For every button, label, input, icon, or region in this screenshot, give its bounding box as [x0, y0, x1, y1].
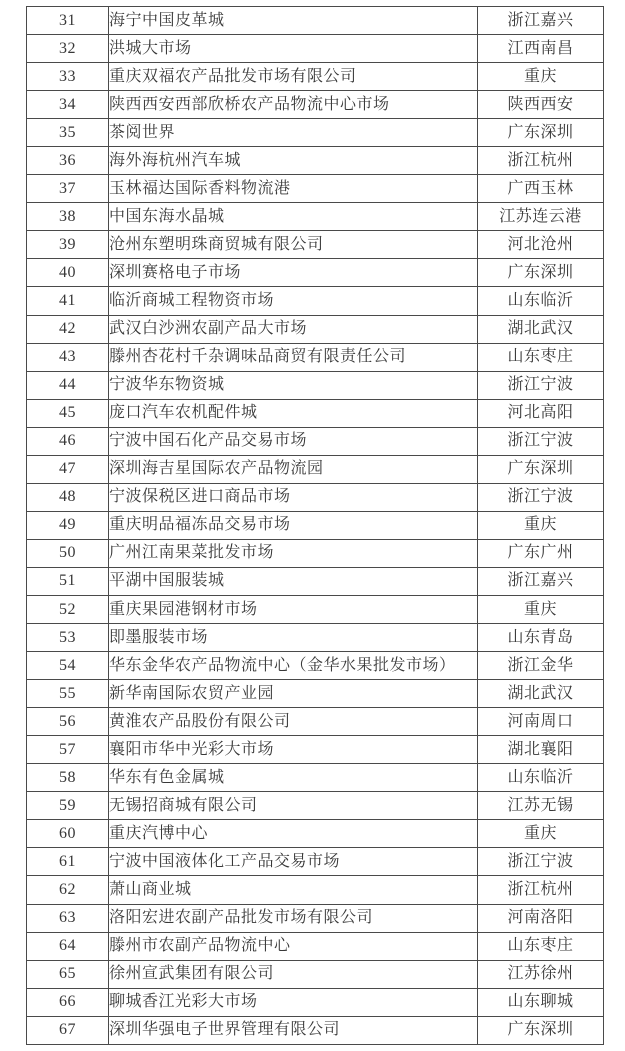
market-name-cell: 华东金华农产品物流中心（金华水果批发市场） — [109, 652, 478, 680]
market-name-cell: 萧山商业城 — [109, 876, 478, 904]
location-cell: 山东青岛 — [478, 624, 604, 652]
rank-cell: 51 — [27, 567, 109, 595]
market-name-cell: 重庆明品福冻品交易市场 — [109, 511, 478, 539]
market-name-cell: 庞口汽车农机配件城 — [109, 399, 478, 427]
rank-cell: 67 — [27, 1016, 109, 1044]
location-cell: 河南周口 — [478, 708, 604, 736]
table-row — [27, 343, 604, 371]
location-cell: 广西玉林 — [478, 175, 604, 203]
market-name-cell: 宁波保税区进口商品市场 — [109, 483, 478, 511]
market-name-cell: 宁波中国液体化工产品交易市场 — [109, 848, 478, 876]
location-cell: 浙江宁波 — [478, 371, 604, 399]
rank-cell: 32 — [27, 35, 109, 63]
location-cell: 广东深圳 — [478, 1016, 604, 1044]
market-name-cell: 黄淮农产品股份有限公司 — [109, 708, 478, 736]
market-name-cell: 华东有色金属城 — [109, 764, 478, 792]
rank-cell: 56 — [27, 708, 109, 736]
table-row — [27, 7, 604, 35]
table-row — [27, 932, 604, 960]
rank-cell: 43 — [27, 343, 109, 371]
table-row — [27, 315, 604, 343]
location-cell: 陕西西安 — [478, 91, 604, 119]
table-row — [27, 511, 604, 539]
rank-cell: 50 — [27, 539, 109, 567]
rank-cell: 41 — [27, 287, 109, 315]
location-cell: 重庆 — [478, 63, 604, 91]
rank-cell: 59 — [27, 792, 109, 820]
table-row — [27, 567, 604, 595]
location-cell: 江苏连云港 — [478, 203, 604, 231]
table-row — [27, 736, 604, 764]
table-row — [27, 203, 604, 231]
table-row — [27, 1016, 604, 1044]
rank-cell: 34 — [27, 91, 109, 119]
rank-cell: 39 — [27, 231, 109, 259]
table-row — [27, 231, 604, 259]
market-name-cell: 聊城香江光彩大市场 — [109, 988, 478, 1016]
rank-cell: 44 — [27, 371, 109, 399]
table-row — [27, 427, 604, 455]
market-name-cell: 海外海杭州汽车城 — [109, 147, 478, 175]
location-cell: 江苏徐州 — [478, 960, 604, 988]
rank-cell: 40 — [27, 259, 109, 287]
rank-cell: 58 — [27, 764, 109, 792]
table-row — [27, 988, 604, 1016]
table-row — [27, 624, 604, 652]
market-ranking-table — [26, 6, 604, 1045]
market-name-cell: 宁波中国石化产品交易市场 — [109, 427, 478, 455]
market-name-cell: 中国东海水晶城 — [109, 203, 478, 231]
location-cell: 河南洛阳 — [478, 904, 604, 932]
table-row — [27, 708, 604, 736]
table-row — [27, 876, 604, 904]
rank-cell: 46 — [27, 427, 109, 455]
market-name-cell: 重庆双福农产品批发市场有限公司 — [109, 63, 478, 91]
rank-cell: 62 — [27, 876, 109, 904]
market-name-cell: 茶阅世界 — [109, 119, 478, 147]
market-name-cell: 玉林福达国际香料物流港 — [109, 175, 478, 203]
table-row — [27, 820, 604, 848]
location-cell: 广东深圳 — [478, 259, 604, 287]
table-row — [27, 960, 604, 988]
location-cell: 重庆 — [478, 595, 604, 623]
table-row — [27, 539, 604, 567]
rank-cell: 48 — [27, 483, 109, 511]
location-cell: 广东深圳 — [478, 119, 604, 147]
rank-cell: 52 — [27, 595, 109, 623]
market-name-cell: 重庆汽博中心 — [109, 820, 478, 848]
table-row — [27, 35, 604, 63]
rank-cell: 31 — [27, 7, 109, 35]
location-cell: 山东枣庄 — [478, 932, 604, 960]
market-name-cell: 深圳赛格电子市场 — [109, 259, 478, 287]
location-cell: 山东聊城 — [478, 988, 604, 1016]
location-cell: 浙江宁波 — [478, 427, 604, 455]
market-name-cell: 陕西西安西部欣桥农产品物流中心市场 — [109, 91, 478, 119]
location-cell: 广东广州 — [478, 539, 604, 567]
table-row — [27, 399, 604, 427]
market-name-cell: 徐州宣武集团有限公司 — [109, 960, 478, 988]
market-name-cell: 广州江南果菜批发市场 — [109, 539, 478, 567]
market-name-cell: 武汉白沙洲农副产品大市场 — [109, 315, 478, 343]
table-row — [27, 175, 604, 203]
location-cell: 湖北襄阳 — [478, 736, 604, 764]
table-row — [27, 792, 604, 820]
table-row — [27, 119, 604, 147]
rank-cell: 42 — [27, 315, 109, 343]
rank-cell: 49 — [27, 511, 109, 539]
table-row — [27, 147, 604, 175]
table-row — [27, 595, 604, 623]
location-cell: 浙江宁波 — [478, 848, 604, 876]
market-name-cell: 临沂商城工程物资市场 — [109, 287, 478, 315]
table-row — [27, 764, 604, 792]
market-name-cell: 无锡招商城有限公司 — [109, 792, 478, 820]
rank-cell: 38 — [27, 203, 109, 231]
market-name-cell: 即墨服装市场 — [109, 624, 478, 652]
market-name-cell: 海宁中国皮革城 — [109, 7, 478, 35]
market-name-cell: 滕州杏花村千杂调味品商贸有限责任公司 — [109, 343, 478, 371]
table-body — [27, 7, 604, 1045]
table-row — [27, 455, 604, 483]
table-row — [27, 287, 604, 315]
table-row — [27, 371, 604, 399]
market-name-cell: 新华南国际农贸产业园 — [109, 680, 478, 708]
location-cell: 江西南昌 — [478, 35, 604, 63]
rank-cell: 63 — [27, 904, 109, 932]
market-name-cell: 深圳海吉星国际农产品物流园 — [109, 455, 478, 483]
market-name-cell: 襄阳市华中光彩大市场 — [109, 736, 478, 764]
table-row — [27, 483, 604, 511]
rank-cell: 35 — [27, 119, 109, 147]
location-cell: 山东枣庄 — [478, 343, 604, 371]
rank-cell: 64 — [27, 932, 109, 960]
location-cell: 浙江嘉兴 — [478, 7, 604, 35]
market-name-cell: 重庆果园港钢材市场 — [109, 595, 478, 623]
location-cell: 浙江杭州 — [478, 147, 604, 175]
market-name-cell: 滕州市农副产品物流中心 — [109, 932, 478, 960]
location-cell: 浙江嘉兴 — [478, 567, 604, 595]
location-cell: 浙江金华 — [478, 652, 604, 680]
rank-cell: 54 — [27, 652, 109, 680]
rank-cell: 61 — [27, 848, 109, 876]
rank-cell: 37 — [27, 175, 109, 203]
rank-cell: 36 — [27, 147, 109, 175]
market-name-cell: 宁波华东物资城 — [109, 371, 478, 399]
location-cell: 广东深圳 — [478, 455, 604, 483]
rank-cell: 47 — [27, 455, 109, 483]
table-row — [27, 848, 604, 876]
rank-cell: 57 — [27, 736, 109, 764]
rank-cell: 66 — [27, 988, 109, 1016]
market-name-cell: 洛阳宏进农副产品批发市场有限公司 — [109, 904, 478, 932]
table-row — [27, 91, 604, 119]
location-cell: 江苏无锡 — [478, 792, 604, 820]
rank-cell: 65 — [27, 960, 109, 988]
location-cell: 重庆 — [478, 511, 604, 539]
location-cell: 湖北武汉 — [478, 315, 604, 343]
rank-cell: 45 — [27, 399, 109, 427]
table-row — [27, 259, 604, 287]
table-row — [27, 63, 604, 91]
location-cell: 山东临沂 — [478, 764, 604, 792]
rank-cell: 33 — [27, 63, 109, 91]
market-name-cell: 平湖中国服装城 — [109, 567, 478, 595]
rank-cell: 60 — [27, 820, 109, 848]
location-cell: 山东临沂 — [478, 287, 604, 315]
table-row — [27, 680, 604, 708]
location-cell: 浙江宁波 — [478, 483, 604, 511]
location-cell: 重庆 — [478, 820, 604, 848]
rank-cell: 55 — [27, 680, 109, 708]
location-cell: 河北高阳 — [478, 399, 604, 427]
market-name-cell: 洪城大市场 — [109, 35, 478, 63]
location-cell: 浙江杭州 — [478, 876, 604, 904]
location-cell: 河北沧州 — [478, 231, 604, 259]
table-row — [27, 904, 604, 932]
market-name-cell: 沧州东塑明珠商贸城有限公司 — [109, 231, 478, 259]
market-name-cell: 深圳华强电子世界管理有限公司 — [109, 1016, 478, 1044]
table-row — [27, 652, 604, 680]
location-cell: 湖北武汉 — [478, 680, 604, 708]
rank-cell: 53 — [27, 624, 109, 652]
